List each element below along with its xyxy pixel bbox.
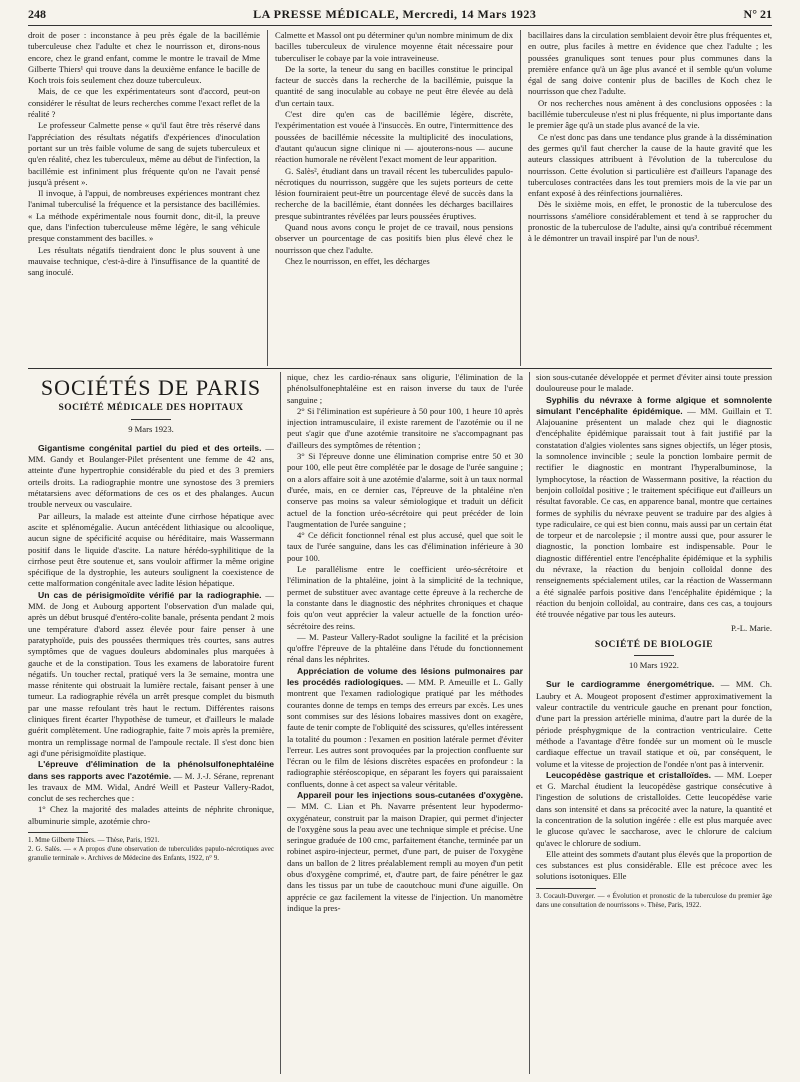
session-date: 10 Mars 1922. (629, 660, 679, 671)
article-text: — MM. de Jong et Aubourg apportent l'observation d'un malade qui, après un début brusqué d'entéro-colite banale, présenta pendant 2 mois une température d'abord assez élevée pour faire penser à une paratyphoïde, puis des poussées thermiques très courtes, sans autres symptômes que de vagues douleurs abdominales plus marquées à gauche et de la constipation. Tous les examens de laboratoire furent négatifs. Un toucher rectal, pratiqué vers la 3e semaine, montra une masse rénitente qui obstruait la lumière rectale, faisant penser à une tumeur. La radiographie révéla un arrêt presque complet du bismuth par une masse refoulant très haut le rectum. Différentes raisons cliniques firent écarter l'hypothèse de tumeur, et d'ailleurs le malade guérit complètement. Une radiographie, faite 7 mois après la première, montra un remplissage normal de l'ampoule rectale. Il s'est donc bien agi d'une périsigmoïdite plastique. (28, 589, 274, 758)
article (287, 790, 523, 914)
top-column-1 (28, 30, 260, 366)
paragraph: Or nos recherches nous amènent à des conclusions opposées : la bacillémie tuberculeuse n'est ni plus fréquente, ni plus importante dans le premier âge qu'à un stade plus avancé de la vie. (528, 97, 772, 131)
paragraph: Calmette et Massol ont pu déterminer qu'un nombre minimum de dix bacilles tuberculeux de virulence moyenne était nécessaire pour tuberculiser le cobaye par la voie intraveineuse. (275, 30, 513, 63)
paragraph: Il invoque, à l'appui, de nombreuses expériences montrant chez l'animal tuberculisé la fréquence et la persistance des bacillémies. « La méthode expérimentale nous fournit donc, dit-il, la preuve que, dans l'infection tuberculeuse même légère, le sang véhicule presque constamment des bacilles. » (28, 188, 260, 244)
issue-number: N° 21 (743, 6, 772, 21)
article-title: Appareil pour les injections sous-cutanées d'oxygène. (297, 789, 523, 800)
article (536, 770, 772, 849)
paragraph: Ce n'est donc pas dans une tendance plus grande à la dissémination des germes qu'il faut chercher la cause de la haute gravité que les auteurs classiques attribuent à l'évolution de la tuberculose du nourrisson. Cette évolution si particulière est d'ailleurs l'apanage des tuberculoses contractées dans les tout premiers mois de la vie par un enfant exposé à des réinfections journalières. (528, 131, 772, 199)
article-text: sion sous-cutanée développée et permet d'éviter ainsi toute pression douloureuse pour le malade. (536, 372, 772, 394)
paragraph: Quand nous avons conçu le projet de ce travail, nous pensions observer un pourcentage de cas positifs bien plus élevé chez le nourrisson que chez l'adulte. (275, 222, 513, 255)
societes-column-3 (536, 372, 772, 1074)
article (287, 666, 523, 790)
top-column-2 (275, 30, 513, 366)
article-text: — M. Pasteur Vallery-Radot souligne la facilité et la précision qu'offre l'épreuve de la phtaléine dans l'étude du fonctionnement rénal dans les néphrites. (287, 631, 523, 665)
paragraph: Mais, de ce que les expérimentateurs sont d'accord, peut-on considérer le résultat de leurs recherches comme l'exact reflet de la réalité ? (28, 86, 260, 120)
article-text: Le parallélisme entre le coefficient uréo-sécrétoire et l'élimination de la phtaléine, joint à la simplicité de la technique, permet de substituer avec avantage cette épreuve à la recherche de la constante dans le diagnostic des néphrites chroniques et chaque fois qu'on veut apprécier la valeur actuelle de la fonction uréo-sécrétoire des reins. (287, 564, 523, 631)
section-title: SOCIÉTÉS DE PARIS (40, 375, 262, 400)
article (28, 511, 274, 590)
article (28, 759, 274, 804)
article (536, 849, 772, 883)
column-divider (529, 372, 530, 1074)
title-rule (634, 655, 674, 656)
signature: P.-L. Marie. (730, 622, 772, 633)
article-title: Sur le cardiogramme énergométrique. (546, 679, 715, 690)
paragraph: G. Salès², étudiant dans un travail récent les tuberculides papulo-nécrotiques du nourrisson, suggère que les sujets porteurs de cette lésion fourniraient peut-être un pourcentage élevé de succès dans la recherche de la bacillémie, étant données les décharges bacillaires presque subintrantes révélées par leurs poussées éruptives. (275, 165, 513, 221)
article-title: L'épreuve d'élimination de la phénolsulfonephtaléine dans ses rapports avec l'azotémie. (28, 759, 274, 781)
article (28, 804, 274, 827)
page-number: 248 (28, 6, 46, 21)
article (287, 530, 523, 564)
paragraph: C'est dire qu'en cas de bacillémie légère, discrète, l'expérimentation est vouée à l'insuccès. En outre, l'intermittence des poussées de bacillémie nécessite la multiplicité des inoculations, d'autant qu'aucun signe clinique ni — ajouterons-nous — aucune réaction humorale ne révèlent l'exact moment de leur apparition. (275, 109, 513, 165)
footnote: 3. Cocault-Duverger. — « Évolution et pronostic de la tuberculose du premier âge dans une consultation de nourrissons ». Thèse, Paris, 1922. (536, 891, 772, 909)
article-title: Gigantisme congénital partiel du pied et des orteils. (38, 442, 262, 453)
article-text: 4° Ce déficit fonctionnel rénal est plus accusé, quel que soit le taux de l'urée sanguine, dans les cas d'élimination inférieure à 30 pour 100. (287, 530, 523, 563)
societes-column-2 (287, 372, 523, 1074)
article (536, 679, 772, 769)
article-text: nique, chez les cardio-rénaux sans oligurie, l'élimination de la phénolsulfonephtaléine est en raison inverse du taux de l'urée sanguine ; (287, 372, 523, 405)
article (287, 372, 523, 406)
article-text: — MM. Loeper et G. Marchal étudient la leucopédèse gastrique consécutive à l'ingestion de solutions de cristalloïdes. Cette leucopédèse varie dans son intensité et dans sa précocité avec la nature, la quantité et la concentration de la solution ingérée : elle est plus marquée avec le glucose qu'avec le saccharose, avec le chlorure de calcium qu'avec le chlorure de sodium. (536, 769, 772, 848)
paragraph: Le professeur Calmette pense « qu'il faut être très réservé dans l'appréciation des résultats négatifs d'expériences d'inoculation portant sur un très faible volume de sang de sujets tuberculeux et qu'en réalité, chez les tuberculeux, même au début de l'infection, la bacillémie est infiniment plus fréquente qu'on ne l'avait pensé jusqu'à présent ». (28, 120, 260, 187)
paragraph: De la sorte, la teneur du sang en bacilles constitue le principal facteur de succès dans la recherche de la bacillémie, puisque la quantité de sang inoculable au cobaye ne peut être élevée au delà d'un certain taux. (275, 63, 513, 108)
article-text: 2° Si l'élimination est supérieure à 50 pour 100, 1 heure 10 après injection intramusculaire, il existe rarement de l'azotémie ou il ne peut s'agir que d'une azotémie transitoire ne s'accompagnant pas d'ailleurs des symptômes de rétention ; (287, 405, 523, 450)
society-title: SOCIÉTÉ MÉDICALE DES HOPITAUX (58, 403, 244, 414)
paragraph: Chez le nourrisson, en effet, les décharges (285, 255, 430, 266)
column-divider (267, 30, 268, 366)
column-divider (520, 30, 521, 366)
paragraph: Dès le sixième mois, en effet, le pronostic de la tuberculose des nourrissons s'améliore considérablement et tend à se rapprocher du pronostic de la tuberculose de l'adulte, ainsi qu'a contribué récemment à le démontrer un travail inspiré par l'un de nous³. (528, 199, 772, 244)
article-title: Leucopédèse gastrique et cristalloïdes. (546, 769, 712, 780)
page-header (28, 3, 772, 26)
title-rule (131, 419, 171, 420)
article-text: 3° Si l'épreuve donne une élimination comprise entre 50 et 30 pour 100, elle peut être complétée par le dosage de l'urée sanguine ; on a alors affaire soit à une azotémie d'alarme, soit à un taux normal d'urée, mais, en ce dernier cas, l'épreuve de la phtaléine n'en conserve pas moins sa valeur sémiologique et traduit un déficit actuel de la fonction uréo-sécrétoire qui peut précéder de loin l'augmentation de l'urée sanguine ; (287, 451, 523, 529)
article-title: Syphilis du névraxe à forme algique et somnolente simulant l'encéphalite épidémique. (536, 394, 772, 416)
article-text: — M. J.-J. Sérane, reprenant les travaux de MM. Widal, André Weill et Pasteur Vallery-Radot, conclut de ses recherches que : (28, 770, 274, 804)
article-text: — MM. P. Ameuille et L. Gally montrent que l'examen radiologique pratiqué par les méthodes courantes donne de temps en temps des erreurs par excès. Les unes sont commises sur des lésions lobaires massives dont on exagère, faute de tenir compte de l'obliquité des scissures, qu'elles intéressent la totalité du poumon : l'examen en position latérale permet d'éviter l'erreur. Les autres sont provoquées par la projection confluente sur l'écran ou le film de lésions discrètes espacées en profondeur : la radiographie stéréoscopique, en séparant les foyers qui paraissaient confluents, donne à cet aspect sa valeur véritable. (287, 677, 523, 789)
article-title: Appréciation de volume des lésions pulmonaires par les procédés radiologiques. (287, 665, 523, 688)
article-text: 1° Chez la majorité des malades atteints de néphrite chronique, albuminurie simple, azotémie chro- (28, 804, 274, 826)
article-text: — MM. Gandy et Boulanger-Pilet présentent une femme de 42 ans, atteinte d'une hypertrophie considérable du pied et des 3 premiers orteils droits. La radiographie montre une synostose des 3 premiers métatarsiens avec déformations de ces os et des phalanges. Aucun trouble nerveux ou vasculaire. (28, 442, 274, 510)
paragraph: Les résultats négatifs tiendraient donc le plus souvent à une mauvaise technique, c'est-à-dire à l'insuffisance de la quantité de sang inoculé. (28, 244, 260, 278)
society-title: SOCIÉTÉ DE BIOLOGIE (594, 639, 714, 650)
article (287, 406, 523, 451)
paragraph: droit de poser : inconstance à peu près égale de la bacillémie tuberculeuse chez l'adulte et chez le nourrisson et, dirons-nous encore, chez le grand enfant, comme le montre le travail de Mme Gilberte Thiers¹ qui trouve dans la deuxième enfance le bacille de Koch trois fois seulement chez douze tuberculeux. (28, 30, 260, 86)
footnote-rule (28, 832, 88, 833)
article (28, 590, 274, 759)
session-date: 9 Mars 1923. (128, 423, 174, 434)
footnote: 2. G. Salès. — « A propos d'une observation de tuberculides papulo-nécrotiques avec granulie terminale ». Archives de Médecine des Enfants, 1922, n° 9. (28, 844, 274, 862)
article-text: Elle atteint des sommets d'autant plus élevés que la proportion de ces substances est plus considérable. Elle est précoce avec les solutions isotoniques. Elle (536, 848, 772, 882)
journal-title: LA PRESSE MÉDICALE, Mercredi, 14 Mars 1923 (253, 6, 537, 21)
article-text: — MM. Ch. Laubry et A. Mougeot proposent d'estimer approximativement la valeur contractile du ventricule gauche en prenant pour fonction, d'une part la pression artérielle minima, d'autre part la durée de la période présphygmique de la contraction ventriculaire. Cette méthode a l'avantage d'être fondée sur un moment où le muscle cardiaque effectue un travail statique et où, par conséquent, le volume et la vitesse de projection de l'ondée n'ont pas à intervenir. (536, 679, 772, 769)
footnote: 1. Mme Gilberte Thiers. — Thèse, Paris, 1921. (28, 835, 160, 844)
paragraph: bacillaires dans la circulation semblaient devoir être plus fréquentes et, en outre, plus faciles à mettre en évidence que chez l'adulte ; les poussées granuliques sont tenues pour plus communes dans la première enfance qu'à un âge plus avancé et il semble qu'un volume égal de sang doive contenir plus de bacilles de Koch chez le nourrisson que chez l'adulte. (528, 30, 772, 97)
column-divider (280, 372, 281, 1074)
article-title: Un cas de périsigmoïdite vérifié par la radiographie. (38, 589, 262, 600)
top-column-3 (528, 30, 772, 366)
footnote-rule (536, 888, 596, 889)
article-text: — MM. Guillain et T. Alajouanine présentent un malade chez qui le diagnostic d'encéphalite épidémique paraissait tout à fait justifié par la constatation d'algies violentes sans signes objectifs, un léger ptosis, la somnolence invincible ; seule la ponction lombaire permit de rectifier le diagnostic en montrant l'hyperalbuminose, la lymphocytose, la réaction de Wassermann positive, la réaction du benjoin colloïdal positive ; le traitement spécifique eut d'ailleurs un résultat favorable. Ce cas, en apparence banal, montre que certaines formes de syphilis du névraxe peuvent se traduire par des algies à type radiculaire, ce qui est bien connu, mais aussi par un certain état de torpeur et de narcolepsie ; il montre aussi que, pour assurer le diagnostic, la ponction lombaire est indispensable. Pour le diagnostic différentiel entre l'encéphalite épidémique et la syphilis du névraxe, la réaction du benjoin colloïdal donne des renseignements spécialement utiles, car la réaction de Wassermann a été signalée parfois positive dans l'encéphalite épidémique ; la réaction du benjoin colloïdal, au contraire, dans ces cas, a toujours été trouvée négative par tous les auteurs. (536, 405, 772, 620)
article (287, 564, 523, 632)
societes-column-1 (28, 372, 274, 1074)
article (287, 632, 523, 666)
article (536, 395, 772, 621)
article (287, 451, 523, 530)
section-divider (28, 368, 772, 369)
article-text: Par ailleurs, la malade est atteinte d'une cirrhose hépatique avec ascite et splénomégalie. Aucun antécédent lithiasique ou alcoolique, aucun signe de spécificité acquise ou héréditaire, mais Wassermann positif dans le liquide d'ascite. La nature hérédo-syphilitique de la cirrhose peut être soutenue et, sans vouloir affirmer la même origine spécifique de la dystrophie, les auteurs soulignent la coexistence de cette malformation congénitale avec ladite lésion hépatique. (28, 510, 274, 589)
article-text: — MM. C. Lian et Ph. Navarre présentent leur hypodermo-oxygénateur, construit par la maison Drapier, qui permet d'injecter de l'oxygène sous la peau avec une technique simple et précise. Une seringue graduée de 100 cmc, parfaitement étanche, terminée par un robinet aspiro-injecteur, permet, d'une part, de puiser de l'oxygène dans un ballon de 2 litres préalablement rempli au moyen d'un petit obus d'oxygène comprimé, et, d'autre part, de faire pénétrer le gaz dans les tissus par un tube de caoutchouc muni d'une aiguille. On apprécie ce gaz facilement la vitesse de l'injection. Un manomètre indique la pres- (287, 801, 523, 913)
article (536, 372, 772, 395)
article (28, 443, 274, 511)
